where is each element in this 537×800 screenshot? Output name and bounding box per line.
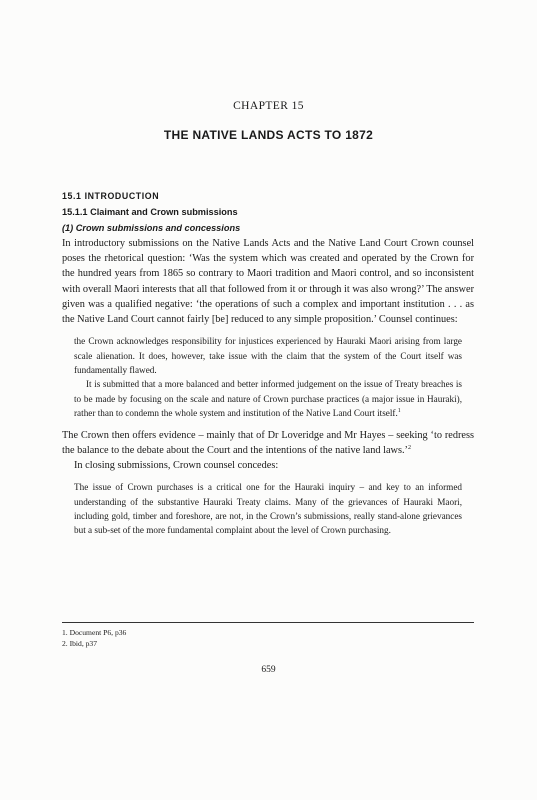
chapter-label: CHAPTER 15 — [233, 100, 304, 112]
quote-text: It is submitted that a more balanced and better informed judgement on the issue of Treaty breaches is to be made by focusing on the scale and nature of Crown purchase practices (a major issue in Hauraki), rather than to condemn the whole system and institution of the Native Land Court itself. — [74, 379, 462, 419]
footnote-item: 1. Document P6, p36 — [62, 628, 127, 637]
footnote-divider — [62, 622, 474, 623]
subsubsection-heading: (1) Crown submissions and concessions — [62, 223, 241, 233]
footnote-item: 2. Ibid, p37 — [62, 639, 98, 648]
quote-paragraph: the Crown acknowledges responsibility for injustices experienced by Hauraki Maori arising from large scale alienation. It does, however, take issue with the claim that the system of the Court itself was fundamentally flawed. — [74, 336, 462, 376]
body-paragraph: In introductory submissions on the Native Lands Acts and the Native Land Court Crown counsel poses the rhetorical question: ‘Was the system which was created and operated by the Crown for the hundred years from 1865 so contrary to Maori tradition and Maori control, and so inconsistent with overall Maori interests that all that followed from it or through it was also wrong?’ The answer given was a qualified negative: ‘the operations of such a complex and important institution . . . as the Native Land Court cannot fairly [be] reduced to any simple proposition.’ Counsel continues: — [62, 238, 474, 326]
block-quote — [74, 480, 462, 538]
quote-paragraph: The issue of Crown purchases is a critical one for the Hauraki inquiry – and key to an informed understanding of the substantive Hauraki Treaty claims. Many of the grievances of Hauraki Maori, including gold, timber and foreshore, are not, in the Crown’s submissions, really stand-alone grievances but a sub-set of the more fundamental complaint about the level of Crown purchasing. — [74, 482, 462, 536]
footnote-ref[interactable]: 2 — [407, 444, 411, 451]
chapter-title: THE NATIVE LANDS ACTS TO 1872 — [163, 128, 374, 142]
main-content — [62, 188, 474, 545]
paragraph-text: The Crown then offers evidence – mainly that of Dr Loveridge and Mr Hayes – seeking ‘to redress the balance to the debate about the Court and the intentions of the native land laws.’ — [62, 429, 474, 456]
quote-paragraph — [74, 377, 462, 420]
footnotes — [62, 627, 474, 649]
body-paragraph — [62, 428, 474, 458]
body-paragraph: In closing submissions, Crown counsel concedes: — [74, 460, 279, 472]
section-heading: 15.1 INTRODUCTION — [62, 191, 160, 201]
subsection-heading: 15.1.1 Claimant and Crown submissions — [62, 207, 238, 217]
page-number: 659 — [261, 665, 276, 675]
footnote-ref[interactable]: 1 — [397, 408, 401, 415]
block-quote — [74, 334, 462, 420]
